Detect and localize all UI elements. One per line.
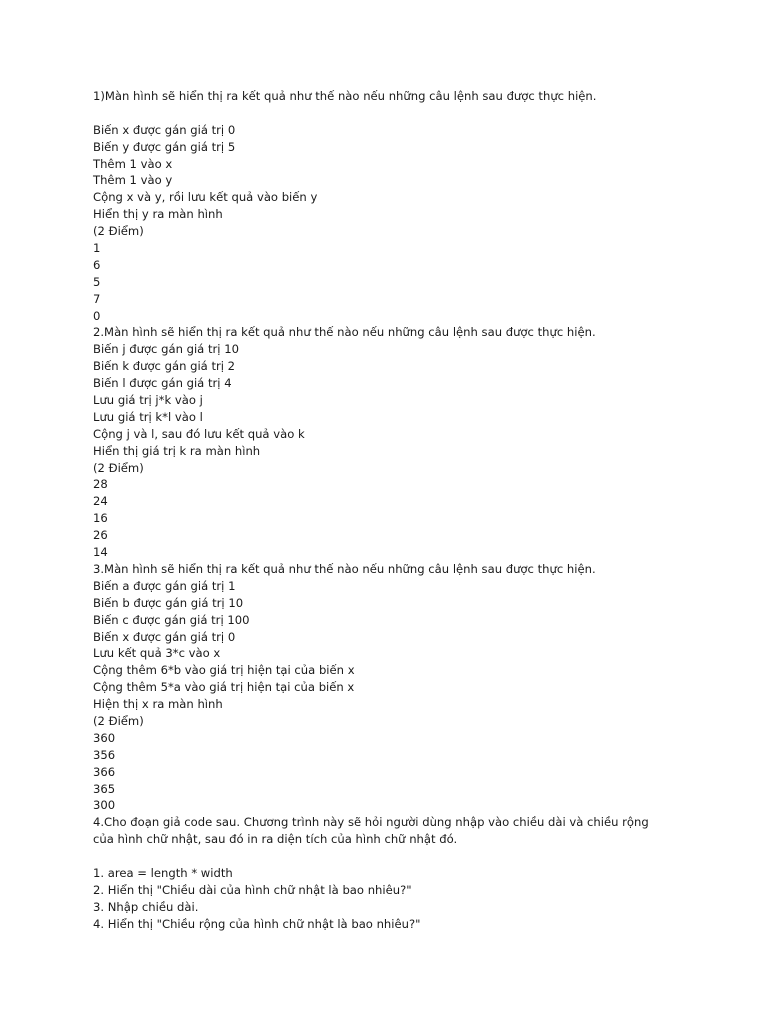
- q2-statement: Cộng j và l, sau đó lưu kết quả vào k: [93, 426, 305, 441]
- q1-statement: Cộng x và y, rồi lưu kết quả vào biến y: [93, 190, 318, 205]
- spacer: [93, 848, 713, 865]
- q3-statement: Biến x được gán giá trị 0: [93, 629, 236, 644]
- q3-option: 356: [93, 747, 116, 762]
- question-1: [93, 88, 713, 324]
- q1-option: 0: [93, 308, 101, 323]
- q1-statement: Biến y được gán giá trị 5: [93, 139, 236, 154]
- question-3: [93, 561, 713, 814]
- q3-option: 365: [93, 781, 116, 796]
- q2-option: 28: [93, 477, 108, 492]
- question-4: [93, 814, 713, 932]
- q4-code-line: 1. area = length * width: [93, 865, 233, 880]
- question-4-title-cont: của hình chữ nhật, sau đó in ra diện tích của hình chữ nhật đó.: [93, 832, 458, 847]
- question-1-title: 1)Màn hình sẽ hiển thị ra kết quả như thế nào nếu những câu lệnh sau được thực hiện.: [93, 89, 597, 103]
- question-2: [93, 324, 713, 560]
- q3-statement: Hiện thị x ra màn hình: [93, 697, 223, 712]
- q3-statement: Biến b được gán giá trị 10: [93, 595, 244, 610]
- q4-code-line: 2. Hiển thị "Chiều dài của hình chữ nhật là bao nhiêu?": [93, 882, 412, 897]
- q2-statement: Biến l được gán giá trị 4: [93, 376, 232, 391]
- q3-option: 360: [93, 730, 116, 745]
- q4-code-line: 4. Hiển thị "Chiều rộng của hình chữ nhật là bao nhiêu?": [93, 916, 421, 931]
- q1-points: (2 Điểm): [93, 224, 144, 239]
- q1-statement: Thêm 1 vào x: [93, 156, 173, 171]
- q1-statement: Thêm 1 vào y: [93, 173, 173, 188]
- q1-option: 1: [93, 241, 101, 256]
- q1-option: 6: [93, 257, 101, 272]
- q2-option: 16: [93, 511, 108, 526]
- question-3-title: 3.Màn hình sẽ hiển thị ra kết quả như thế nào nếu những câu lệnh sau được thực hiện.: [93, 561, 596, 576]
- q2-option: 26: [93, 528, 108, 543]
- q3-points: (2 Điểm): [93, 713, 144, 728]
- q3-option: 366: [93, 764, 116, 779]
- question-4-title: 4.Cho đoạn giả code sau. Chương trình này sẽ hỏi người dùng nhập vào chiều dài và chiều rộng: [93, 815, 649, 830]
- q3-statement: Cộng thêm 6*b vào giá trị hiện tại của biến x: [93, 663, 355, 678]
- q2-option: 24: [93, 494, 108, 509]
- q1-statement: Biến x được gán giá trị 0: [93, 122, 236, 137]
- q3-statement: Biến a được gán giá trị 1: [93, 578, 236, 593]
- q2-points: (2 Điểm): [93, 460, 144, 475]
- q2-option: 14: [93, 545, 108, 560]
- q2-statement: Biến j được gán giá trị 10: [93, 342, 239, 357]
- q3-option: 300: [93, 798, 116, 813]
- q1-statement: Hiển thị y ra màn hình: [93, 207, 223, 222]
- q1-option: 5: [93, 274, 101, 289]
- document-body: [93, 88, 713, 933]
- q2-statement: Hiển thị giá trị k ra màn hình: [93, 443, 261, 458]
- question-2-title: 2.Màn hình sẽ hiển thị ra kết quả như thế nào nếu những câu lệnh sau được thực hiện.: [93, 325, 596, 340]
- q3-statement: Biến c được gán giá trị 100: [93, 612, 250, 627]
- q2-statement: Biến k được gán giá trị 2: [93, 359, 236, 374]
- q3-statement: Cộng thêm 5*a vào giá trị hiện tại của biến x: [93, 680, 355, 695]
- q2-statement: Lưu giá trị j*k vào j: [93, 393, 203, 408]
- q3-statement: Lưu kết quả 3*c vào x: [93, 646, 221, 661]
- spacer: [93, 105, 713, 122]
- q1-option: 7: [93, 291, 101, 306]
- q2-statement: Lưu giá trị k*l vào l: [93, 409, 203, 424]
- q4-code-line: 3. Nhập chiều dài.: [93, 899, 199, 914]
